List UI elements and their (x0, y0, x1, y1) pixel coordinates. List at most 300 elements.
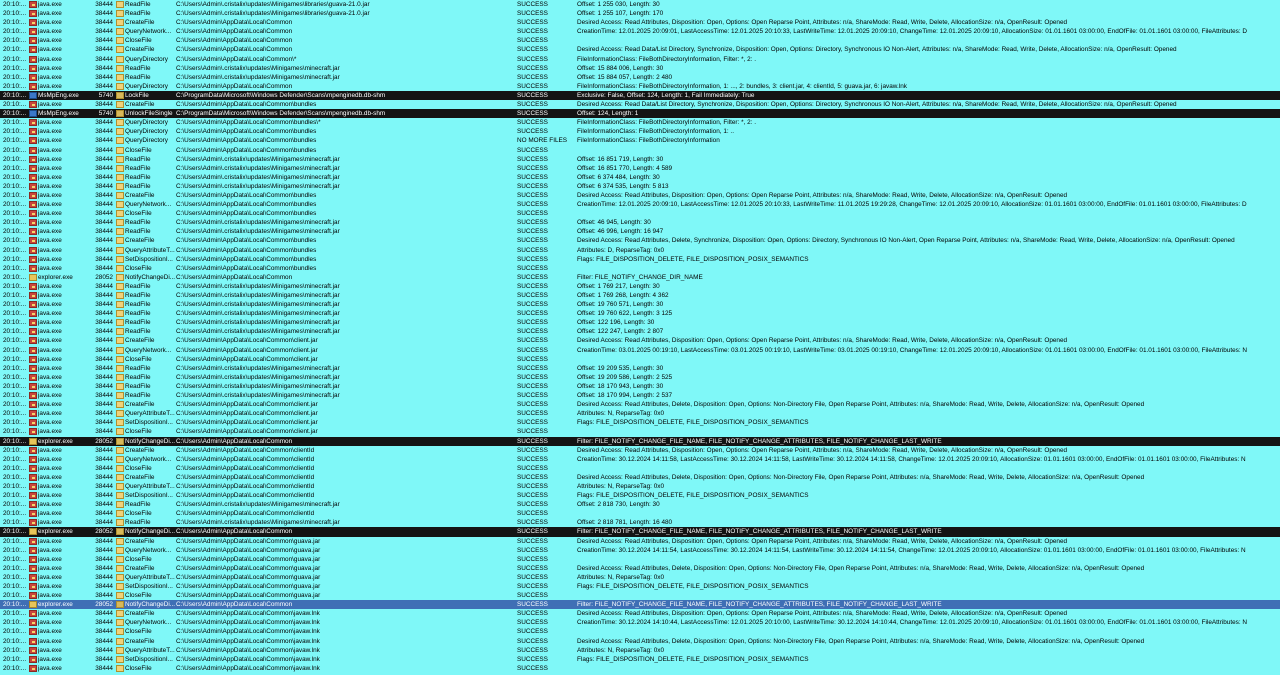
detail-cell: FileInformationClass: FileBothDirectoryInformation, 1: ..., 2: bundles, 3: client.jar, 4: clientId, 5: guava.jar, 6: javaw.lnk (577, 82, 907, 90)
file-operation-icon (116, 128, 124, 135)
process-name-cell: java.exe (38, 337, 62, 345)
java-process-icon (29, 428, 37, 435)
event-row[interactable] (0, 564, 1280, 573)
detail-cell: CreationTime: 30.12.2024 14:10:44, LastAccessTime: 12.01.2025 20:10:00, LastWriteTime: 30.12.2024 14:10:44, ChangeTime: 12.01.2025 20:09:10, AllocationSize: 01.01.1601 03:00:00, EndOfFile: 01.01.1601 03:00:00, FileAttributes: N (577, 619, 1248, 627)
time-cell: 20:10:... (3, 364, 27, 372)
detail-cell: Flags: FILE_DISPOSITION_DELETE, FILE_DISPOSITION_POSIX_SEMANTICS (577, 255, 809, 263)
process-name-cell: java.exe (38, 310, 62, 318)
java-process-icon (29, 219, 37, 226)
java-process-icon (29, 474, 37, 481)
detail-cell: FileInformationClass: FileBothDirectoryInformation, Filter: *, 2: . (577, 119, 756, 127)
event-row[interactable] (0, 255, 1280, 264)
time-cell: 20:10:... (3, 646, 27, 654)
detail-cell: Desired Access: Read Data/List Directory, Synchronize, Disposition: Open, Options: Directory, Synchronous IO Non-Alert, Attributes: n/a, ShareMode: Read, Write, Delete, AllocationSize: n/a, OpenResult: Opened (577, 46, 1177, 54)
event-row[interactable] (0, 527, 1280, 536)
time-cell: 20:10:... (3, 537, 27, 545)
time-cell: 20:10:... (3, 128, 27, 136)
result-cell: SUCCESS (517, 382, 548, 390)
event-row[interactable] (0, 482, 1280, 491)
detail-cell: Offset: 1 769 217, Length: 30 (577, 282, 660, 290)
process-name-cell: explorer.exe (38, 273, 73, 281)
result-cell: SUCCESS (517, 410, 548, 418)
operation-cell: CloseFile (125, 628, 152, 636)
event-row[interactable] (0, 155, 1280, 164)
time-cell: 20:10:... (3, 201, 27, 209)
event-row[interactable] (0, 146, 1280, 155)
time-cell: 20:10:... (3, 510, 27, 518)
event-row[interactable] (0, 664, 1280, 673)
java-process-icon (29, 465, 37, 472)
file-operation-icon (116, 156, 124, 163)
event-row[interactable] (0, 309, 1280, 318)
detail-cell: Offset: 2 818 781, Length: 16 480 (577, 519, 673, 527)
event-row[interactable] (0, 582, 1280, 591)
result-cell: SUCCESS (517, 55, 548, 63)
event-row[interactable] (0, 537, 1280, 546)
time-cell: 20:10:... (3, 573, 27, 581)
operation-cell: ReadFile (125, 164, 151, 172)
operation-cell: CloseFile (125, 555, 152, 563)
pid-cell: 38444 (95, 210, 113, 218)
event-row[interactable] (0, 600, 1280, 609)
time-cell: 20:10:... (3, 73, 27, 81)
operation-cell: QueryAttributeT... (125, 410, 175, 418)
detail-cell: Offset: 2 818 730, Length: 30 (577, 501, 660, 509)
event-row[interactable] (0, 409, 1280, 418)
java-process-icon (29, 10, 37, 17)
path-cell: C:\Users\Admin\.cristalix\updates\Minigames\minecraft.jar (176, 382, 340, 390)
java-process-icon (29, 156, 37, 163)
time-cell: 20:10:... (3, 319, 27, 327)
result-cell: SUCCESS (517, 301, 548, 309)
time-cell: 20:10:... (3, 473, 27, 481)
time-cell: 20:10:... (3, 1, 27, 8)
pid-cell: 38444 (95, 337, 113, 345)
event-row[interactable] (0, 300, 1280, 309)
event-row[interactable] (0, 246, 1280, 255)
detail-cell: Offset: 1 255 030, Length: 30 (577, 1, 660, 8)
event-row[interactable] (0, 291, 1280, 300)
event-row[interactable] (0, 555, 1280, 564)
pid-cell: 5740 (98, 110, 113, 118)
result-cell: SUCCESS (517, 173, 548, 181)
operation-cell: QueryAttributeT... (125, 246, 175, 254)
java-process-icon (29, 210, 37, 217)
result-cell: SUCCESS (517, 655, 548, 663)
result-cell: SUCCESS (517, 64, 548, 72)
time-cell: 20:10:... (3, 219, 27, 227)
process-name-cell: java.exe (38, 428, 62, 436)
event-row[interactable] (0, 55, 1280, 64)
event-row[interactable] (0, 573, 1280, 582)
event-row[interactable] (0, 127, 1280, 136)
process-name-cell: java.exe (38, 646, 62, 654)
event-row[interactable] (0, 591, 1280, 600)
event-row[interactable] (0, 373, 1280, 382)
result-cell: SUCCESS (517, 155, 548, 163)
path-cell: C:\Users\Admin\AppData\Local\Common\bundles (176, 201, 317, 209)
process-name-cell: java.exe (38, 137, 62, 145)
event-row[interactable] (0, 209, 1280, 218)
operation-cell: CreateFile (125, 101, 155, 109)
time-cell: 20:10:... (3, 310, 27, 318)
file-operation-icon (116, 274, 124, 281)
result-cell: SUCCESS (517, 110, 548, 118)
event-row[interactable] (0, 200, 1280, 209)
file-operation-icon (116, 119, 124, 126)
result-cell: SUCCESS (517, 82, 548, 90)
operation-cell: QueryDirectory (125, 137, 168, 145)
process-name-cell: java.exe (38, 264, 62, 272)
time-cell: 20:10:... (3, 246, 27, 254)
result-cell: SUCCESS (517, 328, 548, 336)
process-name-cell: java.exe (38, 546, 62, 554)
java-process-icon (29, 137, 37, 144)
operation-cell: CreateFile (125, 564, 155, 572)
operation-cell: LockFile (125, 91, 149, 99)
pid-cell: 38444 (95, 82, 113, 90)
time-cell: 20:10:... (3, 10, 27, 18)
pid-cell: 38444 (95, 501, 113, 509)
event-row[interactable] (0, 546, 1280, 555)
path-cell: C:\Users\Admin\AppData\Local\Common\client.jar (176, 410, 318, 418)
file-operation-icon (116, 656, 124, 663)
java-process-icon (29, 256, 37, 263)
java-process-icon (29, 538, 37, 545)
time-cell: 20:10:... (3, 101, 27, 109)
file-operation-icon (116, 256, 124, 263)
event-row[interactable] (0, 64, 1280, 73)
pid-cell: 38444 (95, 610, 113, 618)
pid-cell: 38444 (95, 355, 113, 363)
time-cell: 20:10:... (3, 55, 27, 63)
path-cell: C:\Users\Admin\AppData\Local\Common (176, 528, 293, 536)
process-name-cell: java.exe (38, 201, 62, 209)
java-process-icon (29, 401, 37, 408)
event-row[interactable] (0, 227, 1280, 236)
operation-cell: SetDispositionI... (125, 583, 173, 590)
event-row[interactable] (0, 364, 1280, 373)
event-row[interactable] (0, 273, 1280, 282)
process-name-cell: java.exe (38, 346, 62, 354)
event-row[interactable] (0, 109, 1280, 118)
java-process-icon (29, 328, 37, 335)
event-row[interactable] (0, 318, 1280, 327)
process-name-cell: java.exe (38, 519, 62, 527)
result-cell: SUCCESS (517, 610, 548, 618)
process-name-cell: java.exe (38, 55, 62, 63)
process-name-cell: java.exe (38, 146, 62, 154)
pid-cell: 38444 (95, 619, 113, 627)
pid-cell: 38444 (95, 628, 113, 636)
process-name-cell: java.exe (38, 373, 62, 381)
event-row[interactable] (0, 91, 1280, 100)
file-operation-icon (116, 301, 124, 308)
detail-cell: Filter: FILE_NOTIFY_CHANGE_FILE_NAME, FILE_NOTIFY_CHANGE_ATTRIBUTES, FILE_NOTIFY_CHANGE_LAST_WRITE (577, 437, 942, 445)
pid-cell: 38444 (95, 319, 113, 327)
result-cell: SUCCESS (517, 537, 548, 545)
event-row[interactable] (0, 100, 1280, 109)
file-operation-icon (116, 56, 124, 63)
event-row[interactable] (0, 627, 1280, 636)
result-cell: SUCCESS (517, 219, 548, 227)
time-cell: 20:10:... (3, 519, 27, 527)
pid-cell: 38444 (95, 173, 113, 181)
detail-cell: FileInformationClass: FileBothDirectoryInformation, 1: .. (577, 128, 734, 136)
file-operation-icon (116, 438, 124, 445)
event-row[interactable] (0, 336, 1280, 345)
event-row[interactable] (0, 45, 1280, 54)
operation-cell: ReadFile (125, 501, 151, 509)
event-row[interactable] (0, 118, 1280, 127)
pid-cell: 38444 (95, 37, 113, 45)
event-row[interactable] (0, 73, 1280, 82)
operation-cell: SetDispositionI... (125, 492, 173, 500)
explorer-process-icon (29, 274, 37, 281)
event-row[interactable] (0, 282, 1280, 291)
result-cell: SUCCESS (517, 46, 548, 54)
result-cell: SUCCESS (517, 19, 548, 27)
pid-cell: 38444 (95, 137, 113, 145)
detail-cell: Offset: 1 255 107, Length: 170 (577, 10, 664, 18)
process-name-cell: java.exe (38, 73, 62, 81)
time-cell: 20:10:... (3, 164, 27, 172)
java-process-icon (29, 410, 37, 417)
operation-cell: ReadFile (125, 382, 151, 390)
event-row[interactable] (0, 400, 1280, 409)
path-cell: C:\Users\Admin\.cristalix\updates\Minigames\minecraft.jar (176, 155, 340, 163)
path-cell: C:\Users\Admin\AppData\Local\Common (176, 19, 293, 27)
pid-cell: 38444 (95, 246, 113, 254)
event-row[interactable] (0, 218, 1280, 227)
time-cell: 20:10:... (3, 301, 27, 309)
file-operation-icon (116, 456, 124, 463)
process-name-cell: java.exe (38, 301, 62, 309)
path-cell: C:\Users\Admin\AppData\Local\Common\bundles (176, 246, 317, 254)
java-process-icon (29, 46, 37, 53)
java-process-icon (29, 56, 37, 63)
event-row[interactable] (0, 327, 1280, 336)
process-name-cell: java.exe (38, 173, 62, 181)
result-cell: SUCCESS (517, 628, 548, 636)
event-row[interactable] (0, 191, 1280, 200)
time-cell: 20:10:... (3, 428, 27, 436)
java-process-icon (29, 28, 37, 35)
time-cell: 20:10:... (3, 501, 27, 509)
event-row[interactable] (0, 382, 1280, 391)
time-cell: 20:10:... (3, 583, 27, 590)
file-operation-icon (116, 101, 124, 108)
event-row[interactable] (0, 609, 1280, 618)
event-row[interactable] (0, 509, 1280, 518)
file-operation-icon (116, 147, 124, 154)
pid-cell: 38444 (95, 73, 113, 81)
detail-cell: Offset: 46 945, Length: 30 (577, 219, 651, 227)
operation-cell: QueryDirectory (125, 82, 168, 90)
event-row[interactable] (0, 618, 1280, 627)
time-cell: 20:10:... (3, 273, 27, 281)
time-cell: 20:10:... (3, 464, 27, 472)
result-cell: SUCCESS (517, 519, 548, 527)
time-cell: 20:10:... (3, 619, 27, 627)
path-cell: C:\Users\Admin\.cristalix\updates\Minigames\libraries\guava-21.0.jar (176, 1, 370, 8)
result-cell: SUCCESS (517, 164, 548, 172)
path-cell: C:\Users\Admin\AppData\Local\Common\clientId (176, 446, 315, 454)
result-cell: SUCCESS (517, 419, 548, 427)
time-cell: 20:10:... (3, 564, 27, 572)
event-row[interactable] (0, 346, 1280, 355)
event-row[interactable] (0, 655, 1280, 664)
event-row[interactable] (0, 9, 1280, 18)
result-cell: SUCCESS (517, 191, 548, 199)
event-row[interactable] (0, 427, 1280, 436)
pid-cell: 38444 (95, 301, 113, 309)
detail-cell: Flags: FILE_DISPOSITION_DELETE, FILE_DISPOSITION_POSIX_SEMANTICS (577, 419, 809, 427)
detail-cell: Offset: 122 247, Length: 2 807 (577, 328, 664, 336)
time-cell: 20:10:... (3, 137, 27, 145)
operation-cell: CreateFile (125, 191, 155, 199)
event-row[interactable] (0, 391, 1280, 400)
process-name-cell: MsMpEng.exe (38, 91, 79, 99)
java-process-icon (29, 619, 37, 626)
event-row[interactable] (0, 236, 1280, 245)
result-cell: SUCCESS (517, 264, 548, 272)
process-name-cell: java.exe (38, 19, 62, 27)
file-operation-icon (116, 28, 124, 35)
pid-cell: 38444 (95, 155, 113, 163)
event-row[interactable] (0, 36, 1280, 45)
time-cell: 20:10:... (3, 210, 27, 218)
file-operation-icon (116, 383, 124, 390)
event-row[interactable] (0, 518, 1280, 527)
detail-cell: Filter: FILE_NOTIFY_CHANGE_FILE_NAME, FILE_NOTIFY_CHANGE_ATTRIBUTES, FILE_NOTIFY_CHANGE_LAST_WRITE (577, 528, 942, 536)
result-cell: SUCCESS (517, 182, 548, 190)
operation-cell: CloseFile (125, 510, 152, 518)
event-row[interactable] (0, 164, 1280, 173)
event-row[interactable] (0, 182, 1280, 191)
operation-cell: ReadFile (125, 392, 151, 400)
java-process-icon (29, 201, 37, 208)
file-operation-icon (116, 474, 124, 481)
event-row[interactable] (0, 173, 1280, 182)
time-cell: 20:10:... (3, 546, 27, 554)
operation-cell: ReadFile (125, 310, 151, 318)
event-row[interactable] (0, 418, 1280, 427)
operation-cell: CloseFile (125, 264, 152, 272)
time-cell: 20:10:... (3, 637, 27, 645)
file-operation-icon (116, 228, 124, 235)
time-cell: 20:10:... (3, 392, 27, 400)
java-process-icon (29, 592, 37, 599)
file-operation-icon (116, 428, 124, 435)
path-cell: C:\Users\Admin\AppData\Local\Common\guava.jar (176, 573, 321, 581)
event-row[interactable] (0, 437, 1280, 446)
detail-cell: Flags: FILE_DISPOSITION_DELETE, FILE_DISPOSITION_POSIX_SEMANTICS (577, 583, 809, 590)
detail-cell: Desired Access: Read Data/List Directory, Synchronize, Disposition: Open, Options: Directory, Synchronous IO Non-Alert, Attributes: n/a, ShareMode: Read, Write, Delete, AllocationSize: n/a, OpenResult: Opened (577, 101, 1177, 109)
event-row[interactable] (0, 646, 1280, 655)
process-name-cell: java.exe (38, 155, 62, 163)
result-cell: SUCCESS (517, 310, 548, 318)
event-row[interactable] (0, 264, 1280, 273)
event-row[interactable] (0, 473, 1280, 482)
process-name-cell: java.exe (38, 182, 62, 190)
event-row[interactable] (0, 355, 1280, 364)
event-row[interactable] (0, 637, 1280, 646)
result-cell: SUCCESS (517, 546, 548, 554)
time-cell: 20:10:... (3, 355, 27, 363)
pid-cell: 28052 (95, 528, 113, 536)
event-row[interactable] (0, 82, 1280, 91)
file-operation-icon (116, 638, 124, 645)
pid-cell: 38444 (95, 219, 113, 227)
process-name-cell: java.exe (38, 664, 62, 672)
java-process-icon (29, 1, 37, 8)
detail-cell: CreationTime: 30.12.2024 14:11:58, LastAccessTime: 30.12.2024 14:11:58, LastWriteTime: 30.12.2024 14:11:58, ChangeTime: 12.01.2025 20:09:10, AllocationSize: 01.01.1601 03:00:00, EndOfFile: 01.01.1601 03:00:00, FileAttributes: N (577, 455, 1246, 463)
event-row[interactable] (0, 136, 1280, 145)
file-operation-icon (116, 283, 124, 290)
file-operation-icon (116, 565, 124, 572)
result-cell: SUCCESS (517, 510, 548, 518)
time-cell: 20:10:... (3, 337, 27, 345)
file-operation-icon (116, 37, 124, 44)
result-cell: NO MORE FILES (517, 137, 568, 145)
java-process-icon (29, 247, 37, 254)
event-row[interactable] (0, 18, 1280, 27)
pid-cell: 38444 (95, 292, 113, 299)
event-row[interactable] (0, 491, 1280, 500)
operation-cell: SetDispositionI... (125, 655, 173, 663)
event-row[interactable] (0, 446, 1280, 455)
path-cell: C:\Users\Admin\AppData\Local\Common (176, 601, 293, 609)
process-name-cell: java.exe (38, 455, 62, 463)
time-cell: 20:10:... (3, 264, 27, 272)
result-cell: SUCCESS (517, 119, 548, 127)
file-operation-icon (116, 528, 124, 535)
file-operation-icon (116, 538, 124, 545)
time-cell: 20:10:... (3, 182, 27, 190)
java-process-icon (29, 628, 37, 635)
path-cell: C:\Users\Admin\AppData\Local\Common\clientId (176, 455, 315, 463)
pid-cell: 38444 (95, 482, 113, 490)
pid-cell: 28052 (95, 601, 113, 609)
process-name-cell: java.exe (38, 355, 62, 363)
time-cell: 20:10:... (3, 173, 27, 181)
operation-cell: QueryDirectory (125, 119, 168, 127)
time-cell: 20:10:... (3, 419, 27, 427)
path-cell: C:\Users\Admin\AppData\Local\Common\javaw.lnk (176, 655, 320, 663)
pid-cell: 38444 (95, 382, 113, 390)
result-cell: SUCCESS (517, 337, 548, 345)
event-row[interactable] (0, 500, 1280, 509)
pid-cell: 38444 (95, 410, 113, 418)
process-name-cell: java.exe (38, 228, 62, 236)
process-name-cell: java.exe (38, 82, 62, 90)
event-row[interactable] (0, 464, 1280, 473)
event-row[interactable] (0, 455, 1280, 464)
file-operation-icon (116, 210, 124, 217)
pid-cell: 38444 (95, 191, 113, 199)
path-cell: C:\Users\Admin\AppData\Local\Common (176, 273, 293, 281)
java-process-icon (29, 374, 37, 381)
event-row[interactable] (0, 27, 1280, 36)
java-process-icon (29, 365, 37, 372)
result-cell: SUCCESS (517, 592, 548, 600)
path-cell: C:\Users\Admin\.cristalix\updates\Minigames\minecraft.jar (176, 282, 340, 290)
process-name-cell: java.exe (38, 628, 62, 636)
event-row[interactable] (0, 0, 1280, 9)
operation-cell: ReadFile (125, 1, 151, 8)
java-process-icon (29, 165, 37, 172)
